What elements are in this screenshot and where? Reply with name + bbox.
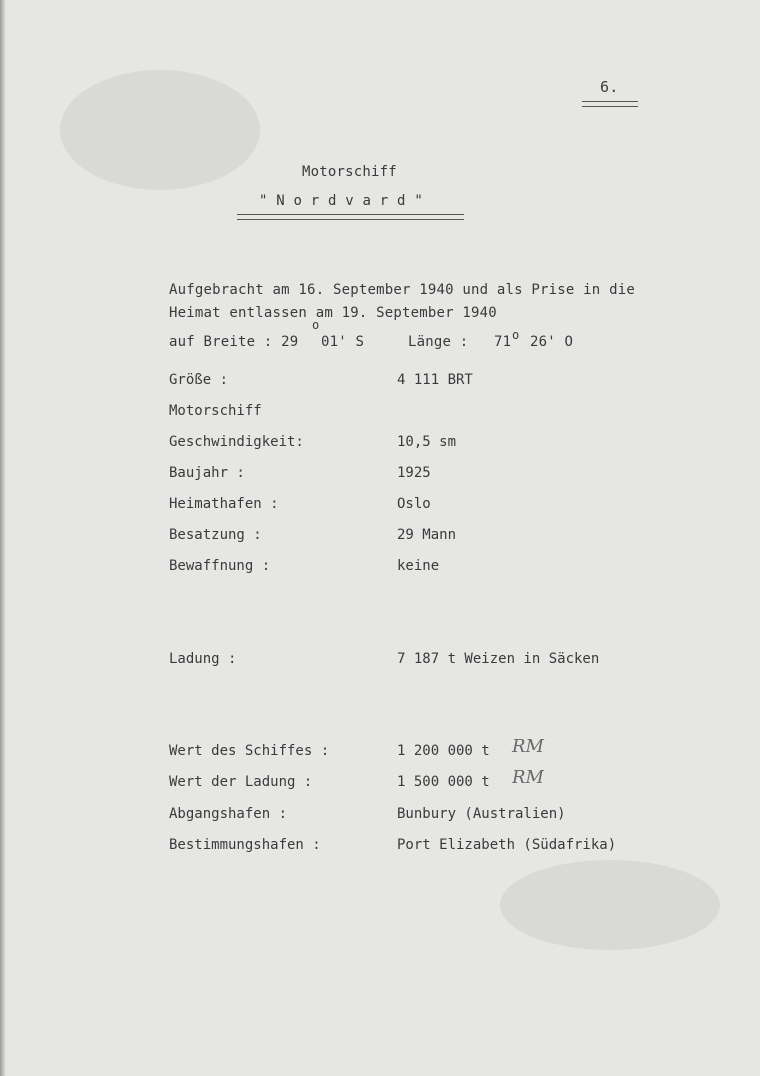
latitude-rest: 01' S [321, 334, 365, 350]
detail-label-size: Größe : [169, 372, 229, 388]
paper-stain [60, 70, 260, 190]
value-cargo: 1 500 000 t [397, 774, 490, 790]
ship-name-underline [237, 214, 464, 220]
page-number-underline [582, 101, 638, 107]
page-number: 6. [600, 78, 619, 96]
handwritten-annotation: RM [512, 736, 544, 757]
detail-value-crew: 29 Mann [397, 527, 457, 543]
departure-port-label: Abgangshafen : [169, 806, 288, 822]
detail-label-home-port: Heimathafen : [169, 496, 279, 512]
detail-value-home-port: Oslo [397, 496, 431, 512]
cargo-value: 7 187 t Weizen in Säcken [397, 651, 600, 667]
latitude-degree-sign: o [312, 318, 320, 332]
longitude-value: 71 [494, 334, 512, 350]
intro-line-2: Heimat entlassen am 19. September 1940 [169, 305, 497, 321]
destination-port-label: Bestimmungshafen : [169, 837, 321, 853]
longitude-degree-sign: o [512, 328, 520, 342]
detail-label-speed: Geschwindigkeit: [169, 434, 304, 450]
destination-port-value: Port Elizabeth (Südafrika) [397, 837, 617, 853]
longitude-label: Länge : [408, 334, 469, 350]
latitude-text: auf Breite : 29 [169, 334, 299, 350]
detail-value-built: 1925 [397, 465, 431, 481]
cargo-label: Ladung : [169, 651, 237, 667]
handwritten-annotation: RM [512, 767, 544, 788]
detail-value-armament: keine [397, 558, 440, 574]
ship-type-heading: Motorschiff [302, 164, 397, 180]
value-ship: 1 200 000 t [397, 743, 490, 759]
ship-name-heading: " N o r d v a r d " [259, 193, 423, 209]
longitude-rest: 26' O [530, 334, 574, 350]
value-label-ship: Wert des Schiffes : [169, 743, 330, 759]
detail-label-armament: Bewaffnung : [169, 558, 271, 574]
departure-port-value: Bunbury (Australien) [397, 806, 566, 822]
detail-label-built: Baujahr : [169, 465, 245, 481]
page-edge-shadow [0, 0, 6, 1076]
paper-stain [500, 860, 720, 950]
value-label-cargo: Wert der Ladung : [169, 774, 313, 790]
detail-value-size: 4 111 BRT [397, 372, 473, 388]
detail-label-crew: Besatzung : [169, 527, 262, 543]
intro-line-1: Aufgebracht am 16. September 1940 und als Prise in die [169, 282, 635, 298]
detail-value-speed: 10,5 sm [397, 434, 457, 450]
detail-label-ship-kind: Motorschiff [169, 403, 262, 419]
